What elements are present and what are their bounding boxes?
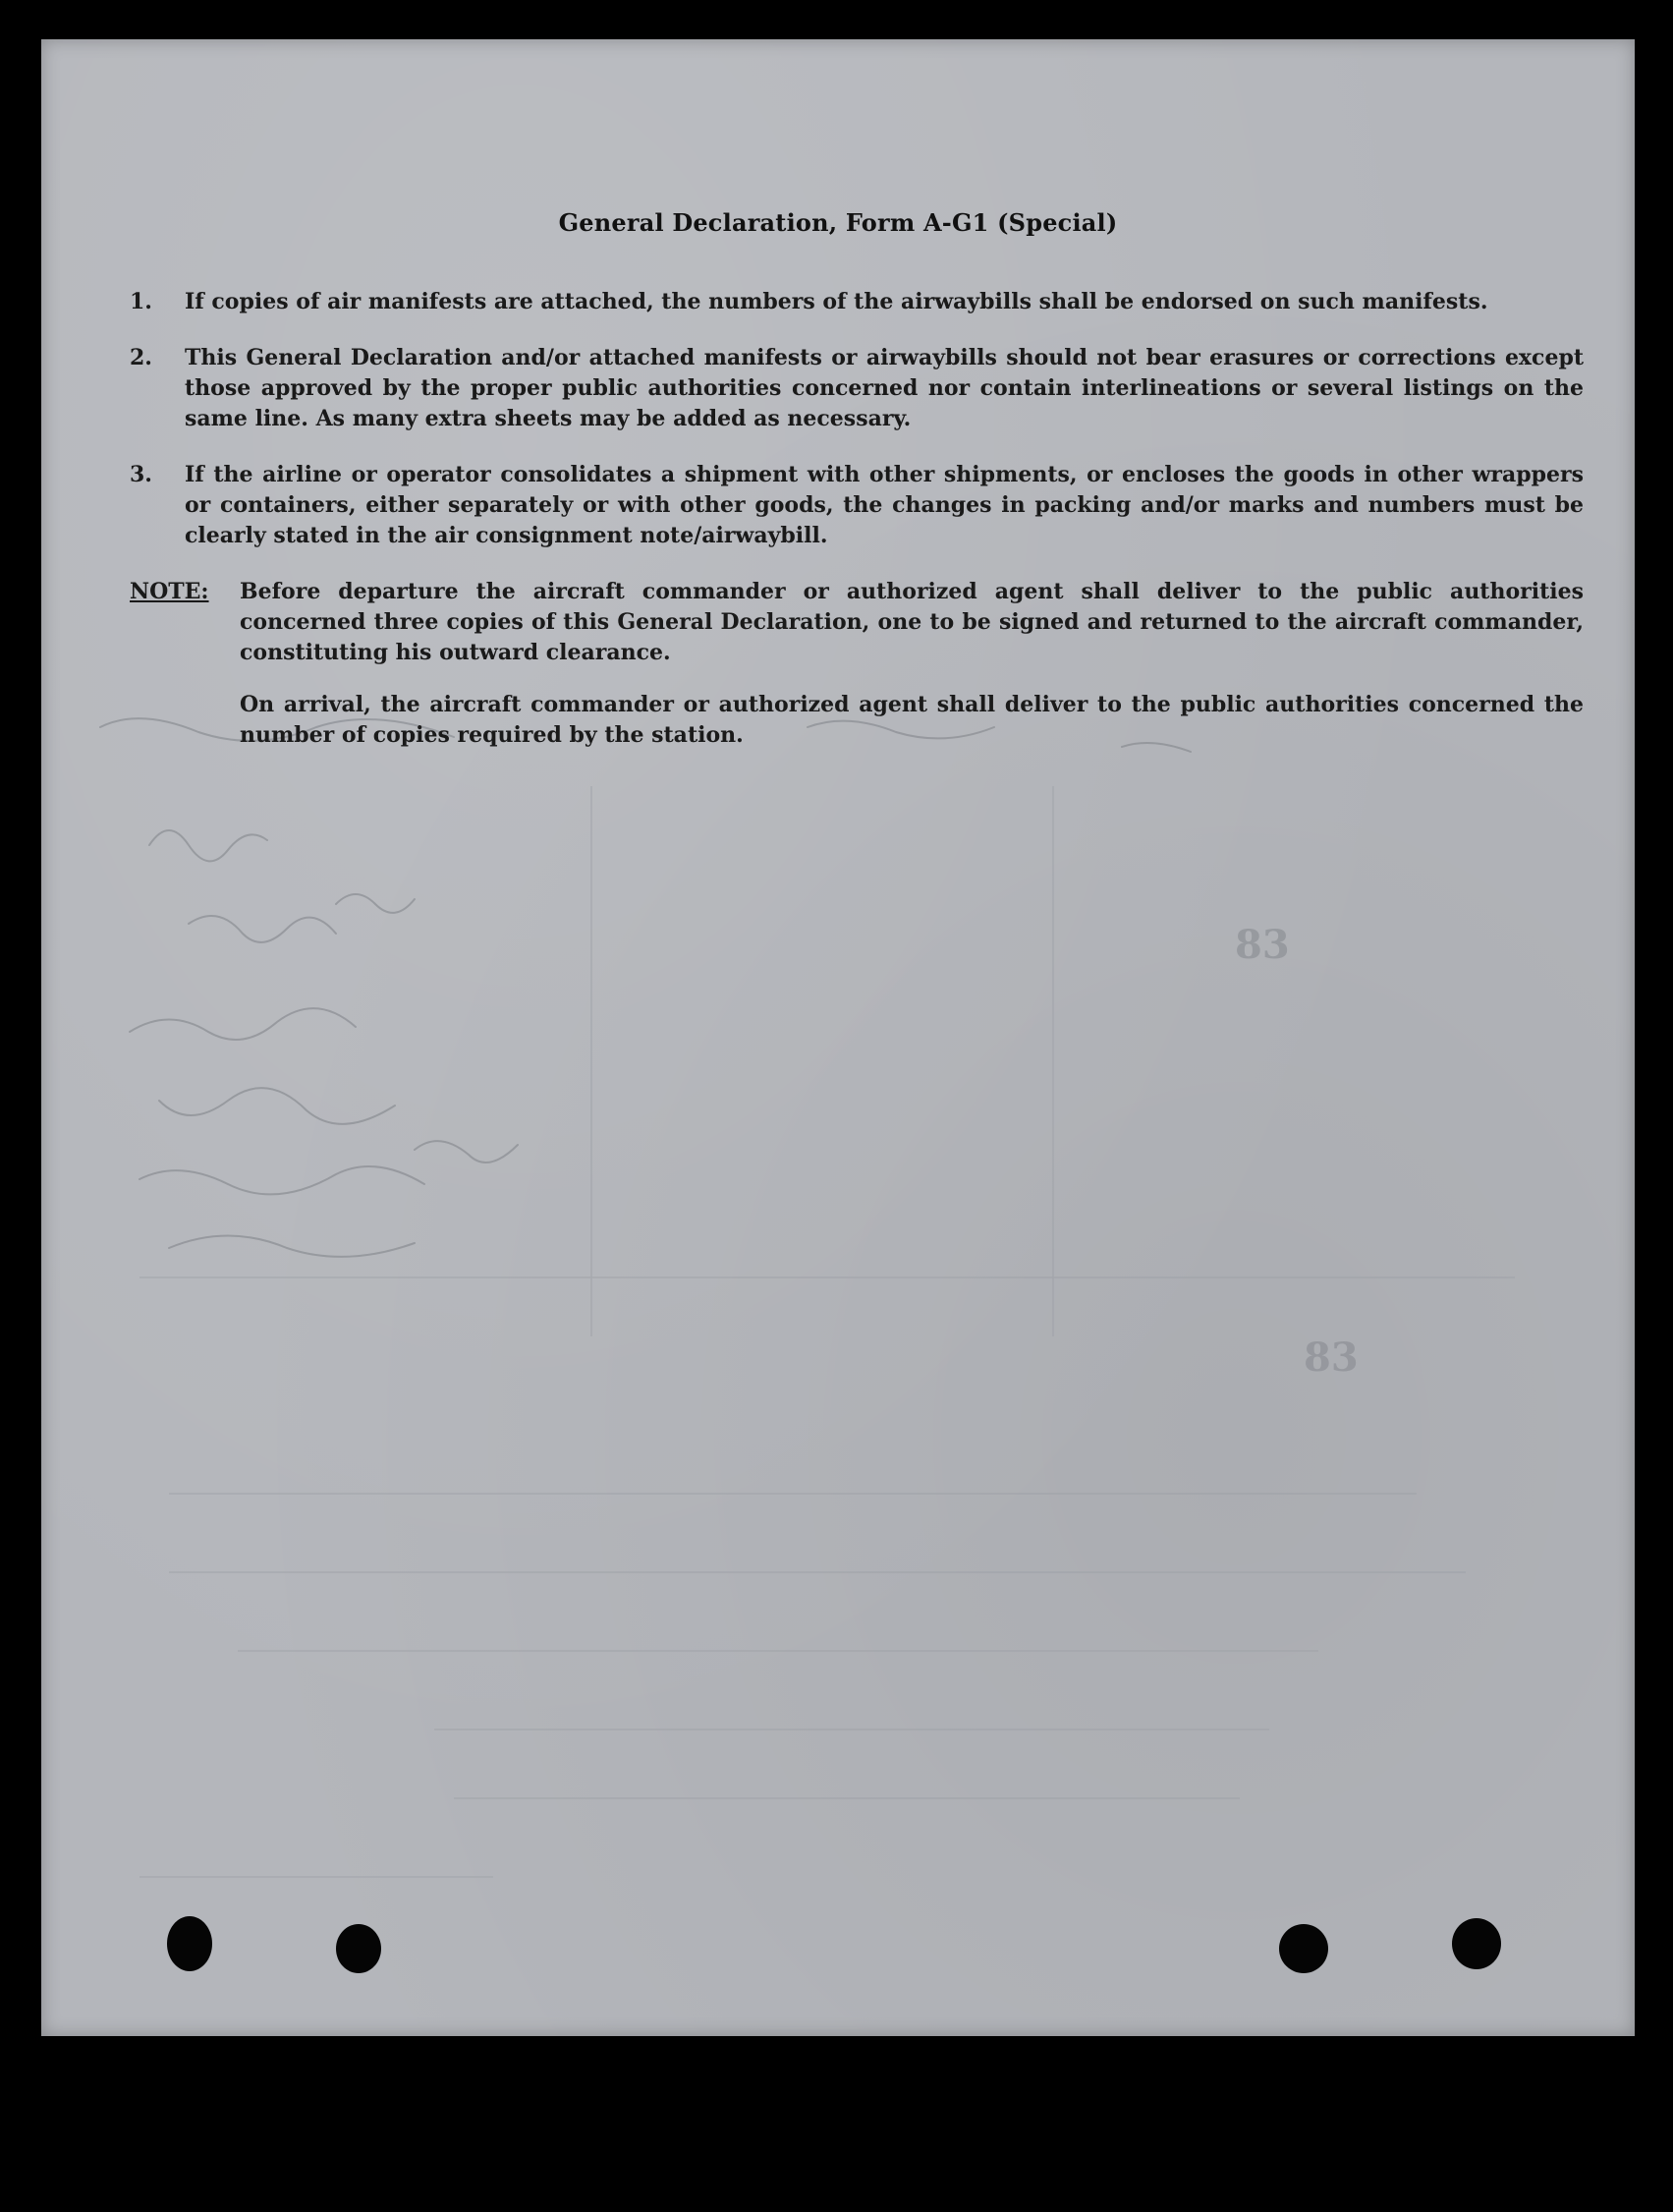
item-number: 3.	[130, 462, 152, 487]
punch-hole-2	[336, 1924, 381, 1973]
instruction-item-1	[130, 287, 1584, 317]
document-title: General Declaration, Form A-G1 (Special)	[558, 208, 1118, 237]
punch-hole-4	[1452, 1918, 1501, 1969]
note-body	[240, 577, 1584, 772]
note-section	[130, 577, 1584, 772]
item-number: 1.	[130, 289, 152, 314]
stamp-mark-upper: 83	[1235, 922, 1290, 968]
document-page	[41, 39, 1635, 2036]
instruction-item-2	[130, 343, 1584, 434]
item-number: 2.	[130, 345, 152, 370]
note-paragraph-departure: Before departure the aircraft commander or authorized agent shall deliver to the public authorities concerned three copies of this General Declaration, one to be signed and returned to the aircraft commander, constituting his outward clearance.	[240, 579, 1584, 665]
note-label: NOTE:	[130, 579, 209, 604]
item-text: If copies of air manifests are attached, the numbers of the airwaybills shall be endorsed on such manifests.	[185, 289, 1488, 314]
instruction-list	[130, 287, 1584, 772]
punch-hole-3	[1279, 1924, 1328, 1973]
stamp-mark-lower: 83	[1304, 1334, 1359, 1381]
note-paragraph-arrival: On arrival, the aircraft commander or authorized agent shall deliver to the public authorities concerned the number of copies required by the station.	[240, 692, 1584, 748]
punch-hole-1	[167, 1916, 212, 1971]
item-text: This General Declaration and/or attached manifests or airwaybills should not bear erasures or corrections except those approved by the proper public authorities concerned nor contain interlineations or several listings on the same line. As many extra sheets may be added as necessary.	[185, 345, 1584, 431]
item-text: If the airline or operator consolidates a shipment with other shipments, or encloses the goods in other wrappers or containers, either separately or with other goods, the changes in packing and/or marks and numbers must be clearly stated in the air consignment note/airwaybill.	[185, 462, 1584, 548]
instruction-item-3	[130, 460, 1584, 551]
